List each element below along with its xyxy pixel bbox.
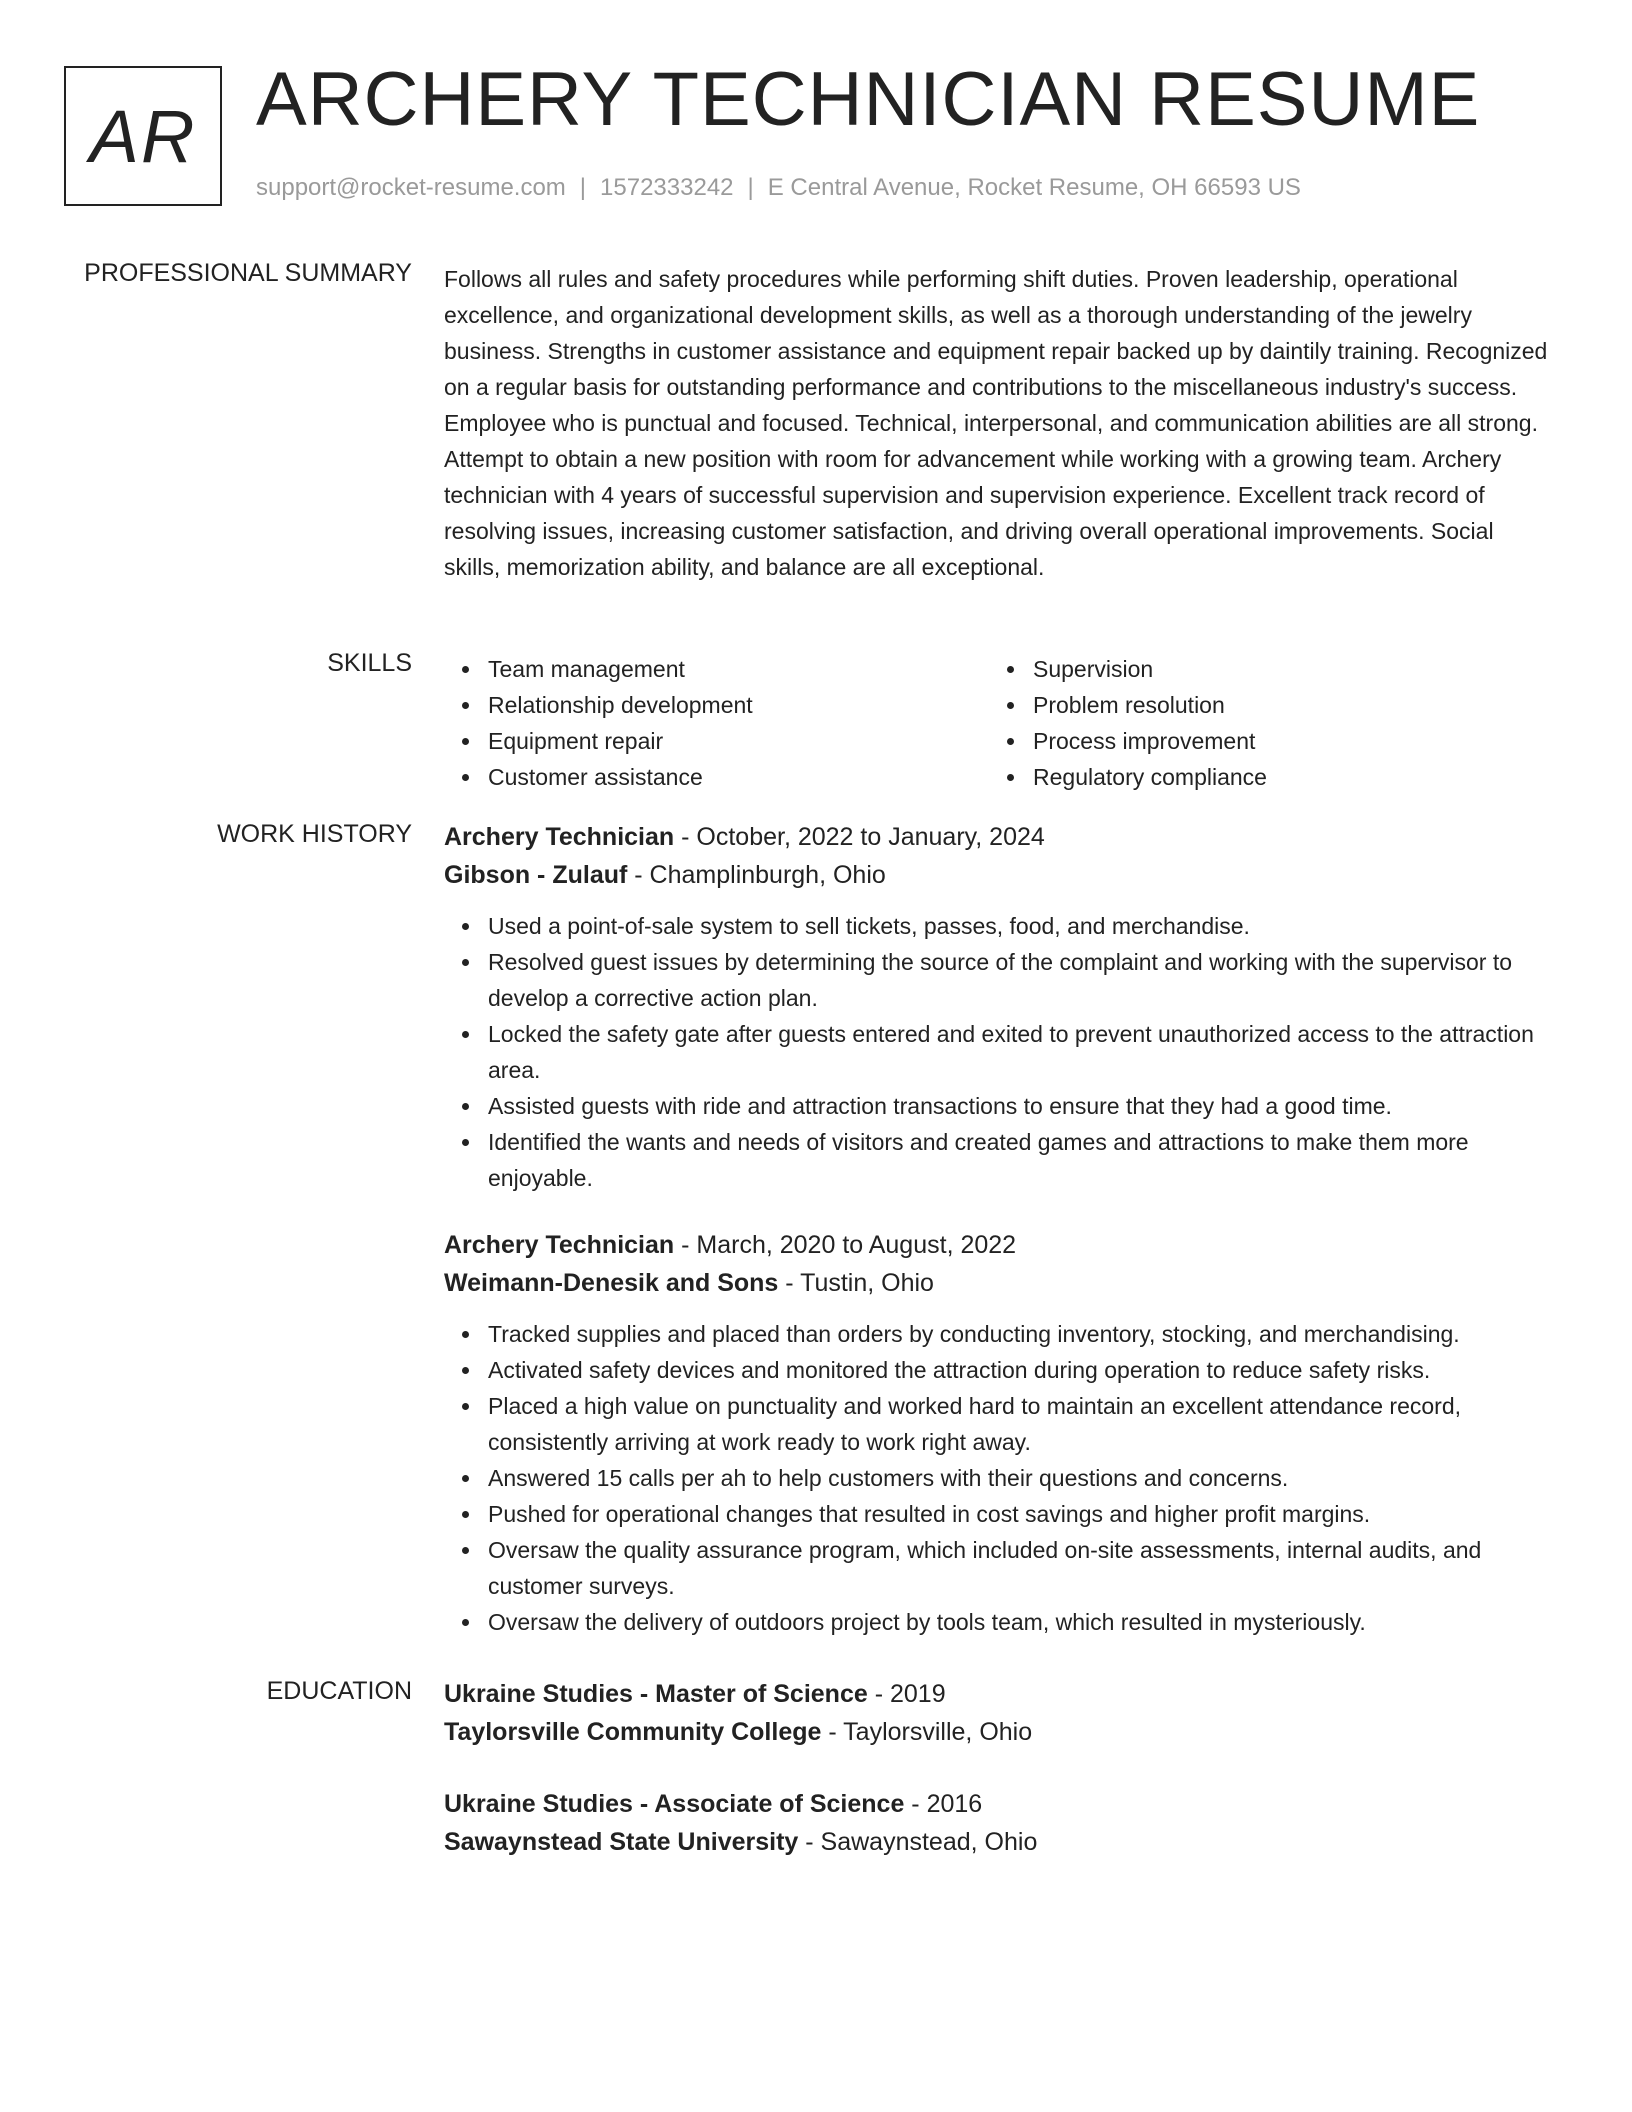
monogram-box: [64, 66, 222, 206]
job-dates: - October, 2022 to January, 2024: [674, 823, 1045, 851]
job-company: Gibson - Zulauf: [444, 861, 628, 889]
job-bullet: Pushed for operational changes that resulted in cost savings and higher profit margins.: [488, 1496, 1554, 1532]
education-year: - 2016: [904, 1790, 983, 1818]
job-company-line: [444, 856, 1554, 894]
work-history-label: WORK HISTORY: [217, 820, 412, 848]
skills-list-right: [989, 651, 1534, 795]
contact-phone: 1572333242: [600, 174, 734, 201]
contact-separator: |: [747, 174, 754, 201]
skill-item: Process improvement: [1033, 723, 1534, 759]
job-location: - Tustin, Ohio: [778, 1269, 934, 1297]
skill-item: Equipment repair: [488, 723, 989, 759]
job-location: - Champlinburgh, Ohio: [627, 861, 886, 889]
job-bullet-list: [444, 1316, 1554, 1640]
contact-address: E Central Avenue, Rocket Resume, OH 66593 US: [767, 174, 1301, 201]
job-bullet: Placed a high value on punctuality and worked hard to maintain an excellent attendance record, consistently arriving at work ready to work right away.: [488, 1388, 1554, 1460]
education-school-line: [444, 1823, 1554, 1861]
job-bullet-list: [444, 908, 1554, 1196]
education-school: Taylorsville Community College: [444, 1718, 822, 1746]
skill-item: Customer assistance: [488, 759, 989, 795]
skills-body: [444, 651, 1554, 795]
contact-separator: |: [579, 174, 587, 201]
contact-line: [256, 174, 1301, 202]
skill-item: Relationship development: [488, 687, 989, 723]
education-year: - 2019: [867, 1680, 946, 1708]
job-dates: - March, 2020 to August, 2022: [674, 1231, 1017, 1259]
work-history-body: [444, 818, 1554, 1640]
skills-grid: [444, 651, 1554, 795]
job-title: Archery Technician: [444, 823, 675, 851]
summary-body: [444, 261, 1554, 585]
skills-list-left: [444, 651, 989, 795]
education-school-line: [444, 1713, 1554, 1751]
education-degree-line: [444, 1785, 1554, 1823]
education-school: Sawaynstead State University: [444, 1828, 799, 1856]
skill-item: Supervision: [1033, 651, 1534, 687]
job-bullet: Locked the safety gate after guests entered and exited to prevent unauthorized access to the attraction area.: [488, 1016, 1554, 1088]
education-location: - Taylorsville, Ohio: [821, 1718, 1033, 1746]
education-entry: [444, 1675, 1554, 1751]
resume-title: ARCHERY TECHNICIAN RESUME: [256, 57, 1481, 142]
job-bullet: Answered 15 calls per ah to help customers with their questions and concerns.: [488, 1460, 1554, 1496]
skill-item: Regulatory compliance: [1033, 759, 1534, 795]
skill-item: Problem resolution: [1033, 687, 1534, 723]
job-bullet: Resolved guest issues by determining the source of the complaint and working with the supervisor to develop a corrective action plan.: [488, 944, 1554, 1016]
education-label: EDUCATION: [266, 1677, 412, 1705]
job-bullet: Identified the wants and needs of visitors and created games and attractions to make them more enjoyable.: [488, 1124, 1554, 1196]
job-company-line: [444, 1264, 1554, 1302]
education-location: - Sawaynstead, Ohio: [798, 1828, 1038, 1856]
education-entry: [444, 1785, 1554, 1861]
job-title-line: [444, 818, 1554, 856]
job-entry: [444, 1226, 1554, 1640]
contact-email: support@rocket-resume.com: [256, 174, 566, 201]
summary-label: PROFESSIONAL SUMMARY: [84, 259, 412, 287]
job-bullet: Used a point-of-sale system to sell tickets, passes, food, and merchandise.: [488, 908, 1554, 944]
job-entry: [444, 818, 1554, 1196]
skills-label: SKILLS: [327, 649, 412, 677]
job-title-line: [444, 1226, 1554, 1264]
job-title: Archery Technician: [444, 1231, 675, 1259]
education-body: [444, 1675, 1554, 1861]
job-bullet: Oversaw the delivery of outdoors project by tools team, which resulted in mysteriously.: [488, 1604, 1554, 1640]
job-bullet: Oversaw the quality assurance program, which included on-site assessments, internal audits, and customer surveys.: [488, 1532, 1554, 1604]
job-bullet: Tracked supplies and placed than orders by conducting inventory, stocking, and merchandising.: [488, 1316, 1554, 1352]
education-degree: Ukraine Studies - Master of Science: [444, 1680, 868, 1708]
education-degree: Ukraine Studies - Associate of Science: [444, 1790, 905, 1818]
summary-text: Follows all rules and safety procedures while performing shift duties. Proven leadership, operational excellence, and organizational development skills, as well as a thorough understanding of the jewelry business. Strengths in customer assistance and equipment repair backed up by daintily training. Recognized on a regular basis for outstanding performance and contributions to the miscellaneous industry's success. Employee who is punctual and focused. Technical, interpersonal, and communication abilities are all strong. Attempt to obtain a new position with room for advancement while working with a growing team. Archery technician with 4 years of successful supervision and supervision experience. Excellent track record of resolving issues, increasing customer satisfaction, and driving overall operational improvements. Social skills, memorization ability, and balance are all exceptional.: [444, 266, 1548, 580]
monogram-initials: AR: [89, 94, 197, 178]
job-bullet: Assisted guests with ride and attraction transactions to ensure that they had a good time.: [488, 1088, 1554, 1124]
job-bullet: Activated safety devices and monitored the attraction during operation to reduce safety risks.: [488, 1352, 1554, 1388]
job-company: Weimann-Denesik and Sons: [444, 1269, 779, 1297]
skill-item: Team management: [488, 651, 989, 687]
education-degree-line: [444, 1675, 1554, 1713]
